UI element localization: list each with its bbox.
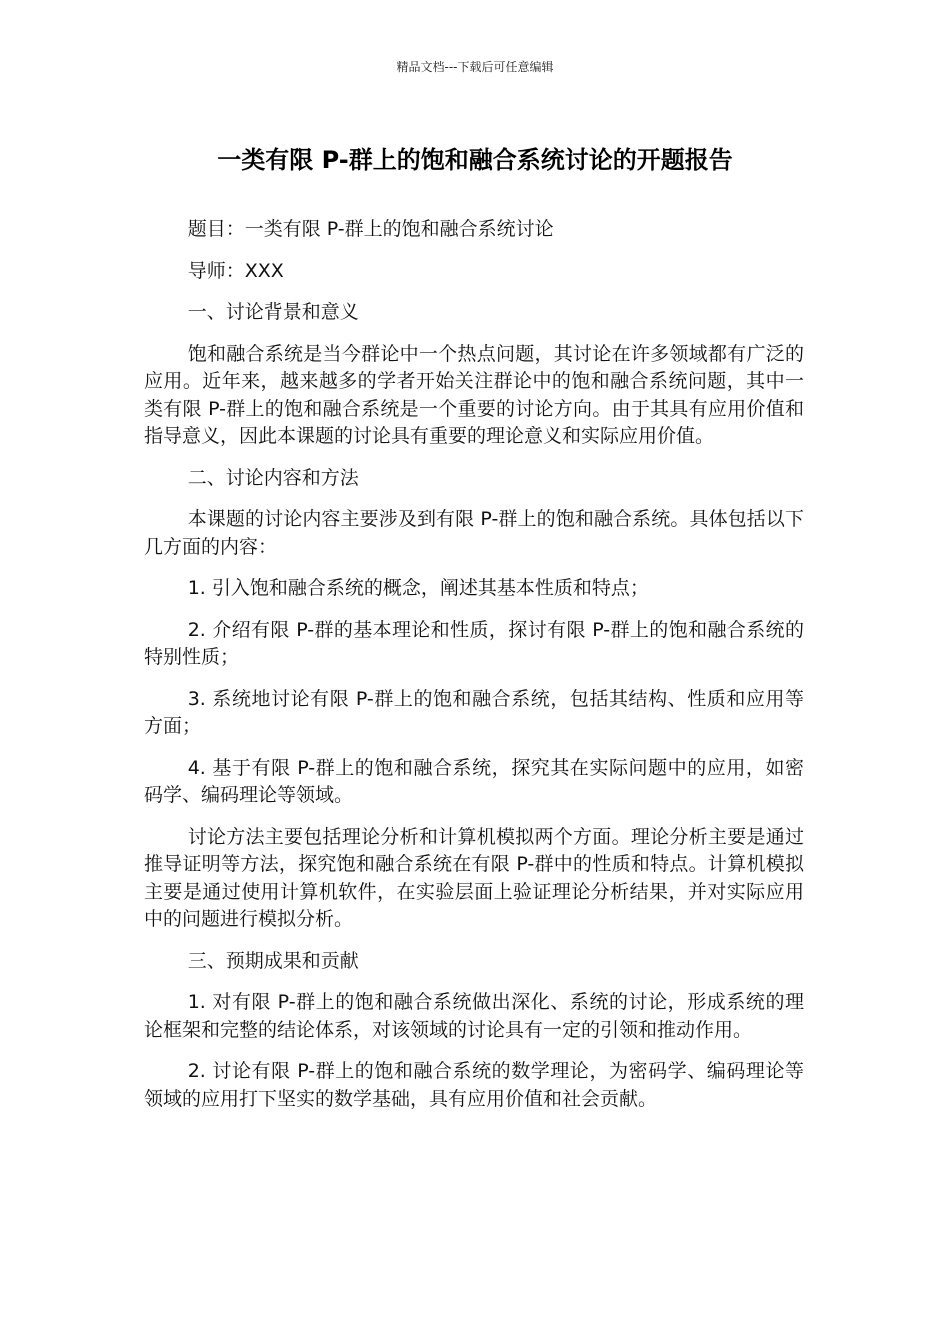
list-item-content-2: 2. 介绍有限 P-群的基本理论和性质，探讨有限 P-群上的饱和融合系统的特别性质； (144, 618, 804, 668)
paragraph-content-intro: 本课题的讨论内容主要涉及到有限 P-群上的饱和融合系统。具体包括以下几方面的内容： (144, 508, 804, 558)
list-item-content-1: 1. 引入饱和融合系统的概念，阐述其基本性质和特点； (187, 577, 649, 599)
list-item-content-3: 3. 系统地讨论有限 P-群上的饱和融合系统，包括其结构、性质和应用等方面； (144, 687, 804, 737)
document-body (144, 216, 804, 1127)
advisor-line: 导师：XXX (187, 259, 284, 282)
header-note: 精品文档---下载后可任意编辑 (396, 60, 554, 74)
list-item-content-4: 4. 基于有限 P-群上的饱和融合系统，探究其在实际问题中的应用，如密码学、编码理论等领域。 (144, 756, 804, 806)
section-heading-outcomes: 三、预期成果和贡献 (187, 949, 359, 972)
section-heading-content-method: 二、讨论内容和方法 (187, 466, 359, 489)
paragraph-background: 饱和融合系统是当今群论中一个热点问题，其讨论在许多领域都有广泛的应用。近年来，越来越多的学者开始关注群论中的饱和融合系统问题，其中一类有限 P-群上的饱和融合系统是一个重要的讨论方向。由于其具有应用价值和指导意义，因此本课题的讨论具有重要的理论意义和实际应用价值。 (144, 342, 804, 447)
document-title: 一类有限 P-群上的饱和融合系统讨论的开题报告 (217, 146, 733, 174)
section-heading-background: 一、讨论背景和意义 (187, 301, 359, 323)
list-item-outcome-1: 1. 对有限 P-群上的饱和融合系统做出深化、系统的讨论，形成系统的理论框架和完整的结论体系，对该领域的讨论具有一定的引领和推动作用。 (144, 991, 804, 1041)
list-item-outcome-2: 2. 讨论有限 P-群上的饱和融合系统的数学理论，为密码学、编码理论等领域的应用打下坚实的数学基础，具有应用价值和社会贡献。 (144, 1060, 804, 1110)
topic-line: 题目：一类有限 P-群上的饱和融合系统讨论 (187, 218, 554, 240)
paragraph-methods: 讨论方法主要包括理论分析和计算机模拟两个方面。理论分析主要是通过推导证明等方法，探究饱和融合系统在有限 P-群中的性质和特点。计算机模拟主要是通过使用计算机软件，在实验层面上验证理论分析结果，并对实际应用中的问题进行模拟分析。 (144, 825, 804, 930)
